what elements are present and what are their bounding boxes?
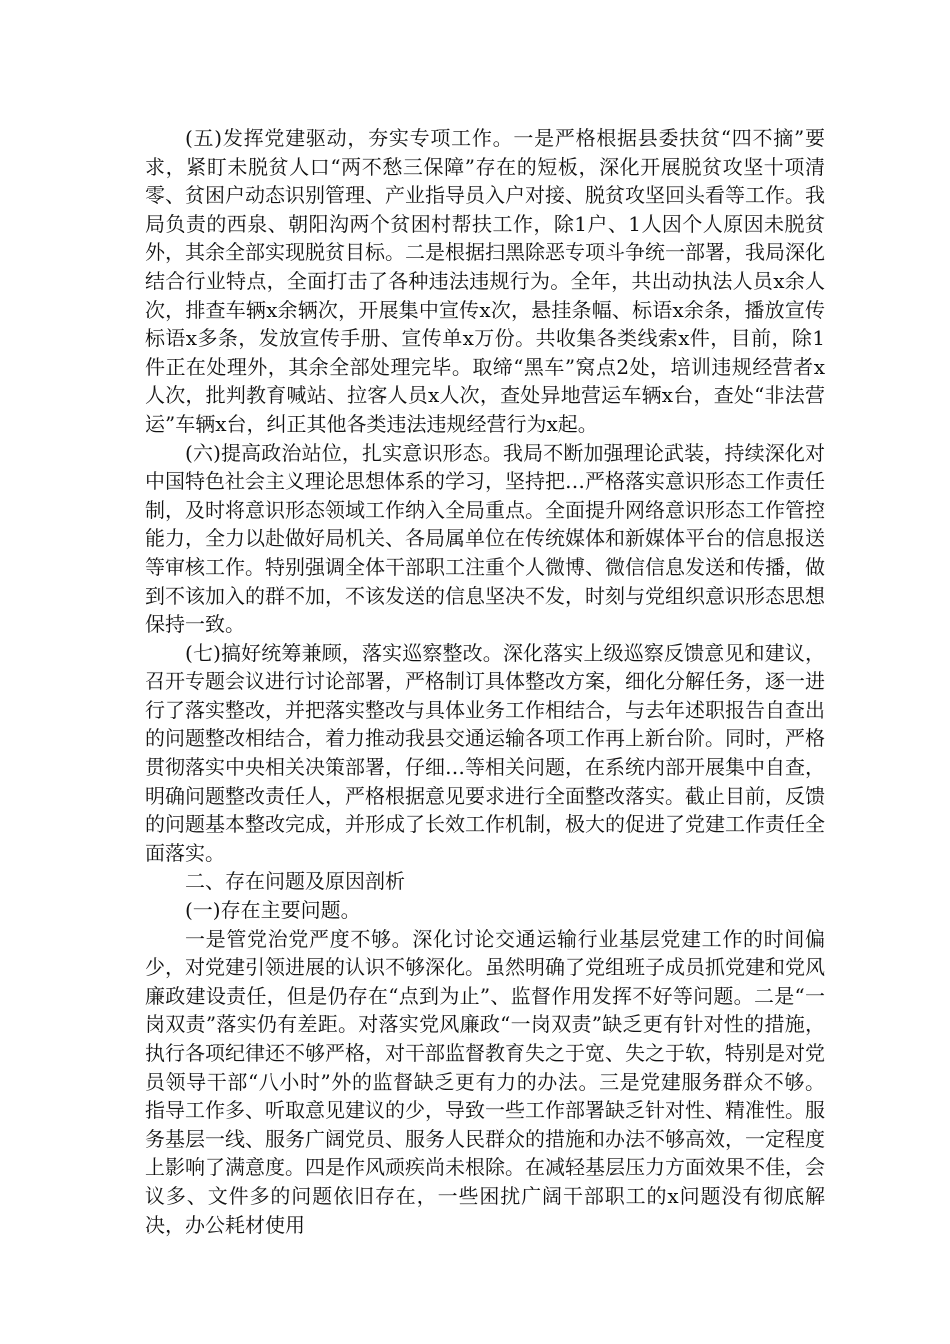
paragraph-special-work: (五)发挥党建驱动，夯实专项工作。一是严格根据县委扶贫“四不摘”要求，紧盯未脱贫人口“两不愁三保障”存在的短板，深化开展脱贫攻坚十项清零、贫困户动态识别管理、产业指导员入户对接、脱贫攻坚回头看等工作。我局负责的西泉、朝阳沟两个贫困村帮扶工作，除1户、1人因个人原因未脱贫外，其余全部实现脱贫目标。二是根据扫黑除恶专项斗争统一部署，我局深化结合行业特点，全面打击了各种违法违规行为。全年，共出动执法人员x余人次，排查车辆x余辆次，开展集中宣传x次，悬挂条幅、标语x余条，播放宣传标语x多条，发放宣传手册、宣传单x万份。共收集各类线索x件，目前，除1件正在处理外，其余全部处理完毕。取缔“黑车”窝点2处，培训违规经营者x人次，批判教育喊站、拉客人员x人次，查处异地营运车辆x台，查处“非法营运”车辆x台，纠正其他各类违法违规经营行为x起。 <box>145 126 825 436</box>
paragraph-main-problems: 一是管党治党严度不够。深化讨论交通运输行业基层党建工作的时间偏少，对党建引领进展的认识不够深化。虽然明确了党组班子成员抓党建和党风廉政建设责任，但是仍存在“点到为止”、监督作用发挥不好等问题。二是“一岗双责”落实仍有差距。对落实党风廉政“一岗双责”缺乏更有针对性的措施，执行各项纪律还不够严格，对干部监督教育失之于宽、失之于软，特别是对党员领导干部“八小时”外的监督缺乏更有力的办法。三是党建服务群众不够。指导工作多、听取意见建议的少，导致一些工作部署缺乏针对性、精准性。服务基层一线、服务广阔党员、服务人民群众的措施和办法不够高效，一定程度上影响了满意度。四是作风顽疾尚未根除。在减轻基层压力方面效果不佳，会议多、文件多的问题依旧存在，一些困扰广阔干部职工的x问题没有彻底解决，办公耗材使用 <box>145 926 825 1237</box>
paragraph-ideology: (六)提高政治站位，扎实意识形态。我局不断加强理论武装，持续深化对中国特色社会主义理论思想体系的学习，坚持把…严格落实意识形态工作责任制，及时将意识形态领域工作纳入全局重点。全面提升网络意识形态工作管控能力，全力以赴做好局机关、各局属单位在传统媒体和新媒体平台的信息报送等审核工作。特别强调全体干部职工注重个人微博、微信信息发送和传播，做到不该加入的群不加，不该发送的信息坚决不发，时刻与党组织意识形态思想保持一致。 <box>145 440 825 637</box>
section-heading: 二、存在问题及原因剖析 <box>185 869 405 894</box>
paragraph-inspection-rectification: (七)搞好统筹兼顾，落实巡察整改。深化落实上级巡察反馈意见和建议，召开专题会议进行讨论部署，严格制订具体整改方案，细化分解任务，逐一进行了落实整改，并把落实整改与具体业务工作相结合，与去年述职报告自查出的问题整改相结合，着力推动我县交通运输各项工作再上新台阶。同时，严格贯彻落实中央相关决策部署，仔细…等相关问题，在系统内部开展集中自查，明确问题整改责任人，严格根据意见要求进行全面整改落实。截止目前，反馈的问题基本整改完成，并形成了长效工作机制，极大的促进了党建工作责任全面落实。 <box>145 640 825 865</box>
sub-heading: (一)存在主要问题。 <box>185 898 361 923</box>
document-body <box>145 124 825 1239</box>
